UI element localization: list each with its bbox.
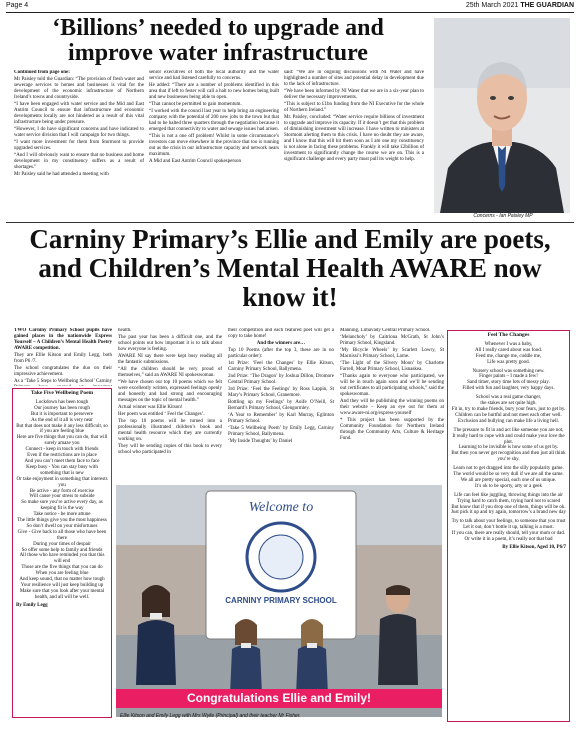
sign-school-name: CARNINY PRIMARY SCHOOL xyxy=(225,596,337,605)
stanza-2: Nursery school was something new. Finger paints – I made a few! Sand timer, story time lots of messy play. Filled with fun and laughter, very happy days. xyxy=(462,368,555,392)
person-principal xyxy=(136,585,176,685)
sign-welcome-text: Welcome to xyxy=(248,500,314,515)
photo-caption: Ellie Kitson and Emily Legg with Mrs Wylie (Principal) and their teacher Mr Fisher. xyxy=(120,713,301,719)
portrait-caption: Concerns - Ian Paisley MP xyxy=(473,213,533,219)
stanza-4: The pressure to fit in and act like someone you are not, It really hard to cope with and could make your love the plot. Learning to be invisible is how some of us get by. But then you never get recognition and then just all think you’re shy. xyxy=(451,427,566,463)
stanza-7: Try to talk about your feelings, to someone that you trust Let it out, don’t bottle it up, talking is a must. If you can, there are really should, tell your mum or dad. Or write it in a poem, it’s really not that bad xyxy=(451,519,566,543)
headline-poets: Carniny Primary’s Ellie and Emily are poets, and Children’s Mental Health AWARE now know it! xyxy=(29,224,551,312)
poem-title: Take Five Wellbeing Poem xyxy=(30,390,94,396)
poem-byline: By Emily Legg xyxy=(16,602,48,608)
story2-column-3: their competition and each featured poet will get a copy to take home! And the winners are… Top 10 Poems (after the top 3, these are in no particular order): 1st Prize: ‘Feel the Changes’ by Ellie Kitson, Carniny Primary School, Ballymena. 2nd Prize: ‘The Dragon’ by Joshua Dillon, Dromore Central Primary School. 3rd Prize: ‘Feel the Feelings’ by Ross Lappin, St Mary’s Primary School, Granemore. Bottling up my Feelings’ by Aoife O’Neill, St Bernard’s Primary School, Glengormley. ‘A Year to Remember’ by Karl Murray, Eglinton Primary School. ‘Take 5 Wellbeing Poem’ by Emily Legg, Carniny Primary School, Ballymena. ‘My Inside Thoughts’ by Daniel xyxy=(228,328,334,444)
school-photo-image xyxy=(116,485,442,717)
stanza-3: School was a real game changer, the stakes are set quite high. Fit in, try to make friends, bury your fears, just to get by. Children can be hurtful and not meet each other well. Exclusion and bullying can make life a living hell. xyxy=(451,395,566,424)
issue-date: 25th March 2021 THE GUARDIAN xyxy=(465,2,574,9)
stanza-1: Whenever I was a baby, All I really cared about was food. Feed me, change me, cuddle me, Life was pretty good. xyxy=(474,341,543,365)
header-divider xyxy=(6,12,574,13)
page-number: Page 4 xyxy=(6,2,29,9)
story1-column-2: senior executives of both the local authority and the water service and had listened carefully to concerns. He added: “There are a number of problems identified in this area that if left to fester will call a halt to new homes being built and new businesses being able to open. “That cannot be permitted to gain momentum. “I worked with the council last year to help bring an engineering company with the potential of 200 new jobs to the town but that had to be halted three quarters through the negotiation because it emerged that connectivity to water and sewage issues had arisen. “This is not a one off problem! Whilst in some circumstance’s investors can move elsewhere in the province that too is running out as the crisis in our infrastructure capacity and network nears maximum. A Mid and East Antrim Council spokesperson xyxy=(149,70,279,164)
story1-column-3: said: “We are in ongoing discussions with NI Water and have highlighted a number of sites and potential delay in development due to the lack of infrastructure. “We have been informed by NI Water that we are in a six-year plan to deliver the necessary improvements. “This is subject to £1bn funding from the NI Executive for the whole of Northern Ireland.” Mr. Paisley, concluded: “Water service require billions of investment to upgrade and improve its capacity. If it doesn’t get that this problem of diminishing investment will increase. I have written to ministers at Stormont alerting them to this crisis. I have no doubt they are aware, and I know that this will hit them soon as I am one my constituency is not alone in facing these problems. Frankly it will take £2billion of investment to significantly change the course we are on. This is a significant challenge and every party must pull its weight to help. xyxy=(284,70,424,162)
congratulations-banner: Congratulations Ellie and Emily! xyxy=(116,689,442,708)
poem-title-feel-the-changes: Feel The Changes xyxy=(487,332,530,338)
portrait-photo xyxy=(434,18,570,213)
story2-column-4: Manning, Limavady Central Primary School. ‘Melancholy’ by Caitríona McGrath, St John’s Primary School, Kingsland. ‘My Bicycle Wheels’ by Scarlett Lowry, St Macnissi’s Primary School, Larne. ‘The Light of the Silvery Moon’ by Charlotte Farrell, Moat Primary School, Lisnaskea. “Thanks again to everyone who participated, we will be in touch again soon and we’ll be sending out certificates to all participating schools,” said the spokeswoman. And they will be publishing the winning poems on their website – Keep an eye out for them at www.aware-ni.org/express-yourself * This project has been supported by the Community Foundation for Northern Ireland through the Community Arts, Culture & Heritage Fund. xyxy=(340,328,444,441)
school-photo xyxy=(116,485,442,717)
story2-column-1: TWO Carniny Primary School pupils have gained places in the nationwide Express Yourself – A Children’s Mental Health Poetry AWARE competition. They are Ellie Kitson and Emily Legg, both from P6 /7. The school congratulates the duo on their impressive achievement. As a ‘Take 5 Steps to Wellbeing School’ Carniny xyxy=(14,328,112,384)
poem-box-take-five: Take Five Wellbeing Poem Lockdown has been tough Our journey has been rough But it is important to persevere As the end of it all is very near But that does not make it any less difficult, so if you are feeling blue Here are five things that you can do, that will surely amaze you Connect - keep in touch with friends Even if the restrictions are in place And you can’t meet them face to face Keep busy - You can stay busy with something that is new Or take enjoyment in something that interests you Be active - any form of exercise Will cause your stress to subside So make sure you’re active every day, as keeping fit is the way Take notice - be more attune The little things give you the most happiness So don’t dwell on your misfortunes Give - Give back to all those who have been there During your times of despair So offer some help to family and friends All those who have reminded you that this will end Those are the five things that you can do When you are feeling blue And keep sound, that no matter how tough Your resilience will just keep building up Make sure that you look after your mental health, and all will be well. By Emily Legg xyxy=(12,388,112,718)
story1-column-1: Continued from page one: Mr Paisley told the Guardian: “The provision of fresh water and sewerage services to homes and businesses is vital for the development of the economic infrastructure of Northern Ireland’s towns and countryside. “I have been engaged with water service and the Mid and East Antrim Council to ensure that infrastructure and economic developments locally are not hindered as a result of this vital infrastructure being under pressure. “However, I do have significant concerns and have indicated to water service division that I will campaign for two things. “I want more investment for them from Stormont to provide upgraded services. “And I will obviously want to ensure that no business and home development in my constituency suffers as a result of shortages.” Mr Paisley said he had attended a meeting with xyxy=(14,70,144,177)
story2-column-2: health. The past year has been a difficult one, and the school points out how important it is to talk about how everyone is feeling. AWARE NI say there were kept busy reading all the fantastic submissions. “All the children should be very proud of themselves,” said an AWARE NI spokeswoman. “We have chosen our top 10 poems which we felt were excellently written, expressed feelings openly and honestly and had strong and encouraging messages on the topic of mental health.” Actual winner was Ellie Kitson! Her poem was entitled ‘ Feel the Changes’. The top 10 poems will be turned into a professionally illustrated children’s book and mental health resource which they are currently working on. They will be sending copies of this book to every school who participated in xyxy=(118,328,222,455)
poem-byline-ellie: By Ellie Kitson, Aged 10, P6/7 xyxy=(502,545,566,550)
portrait-image xyxy=(434,18,570,213)
stanza-5: Learn not to get dragged into the silly popularity game. The world would be so very dull if we are all the same. We all are pretty special, each one of us unique. It’s ok to be sporty, arty or a geek xyxy=(453,466,564,489)
section-divider xyxy=(6,222,574,223)
stanza-6: Life can feel like juggling, throwing things into the air Trying hard to catch them, trying hard not to scared But know that if you drop one of them, things will be ok. Just pick it up and try again, tomorrow’s a brand new day xyxy=(451,492,566,516)
winners-heading: And the winners are… xyxy=(256,341,306,346)
poem-box-feel-the-changes xyxy=(447,330,570,722)
headline-water-infrastructure: ‘Billions’ needed to upgrade and improve water infrastructure xyxy=(52,15,384,66)
